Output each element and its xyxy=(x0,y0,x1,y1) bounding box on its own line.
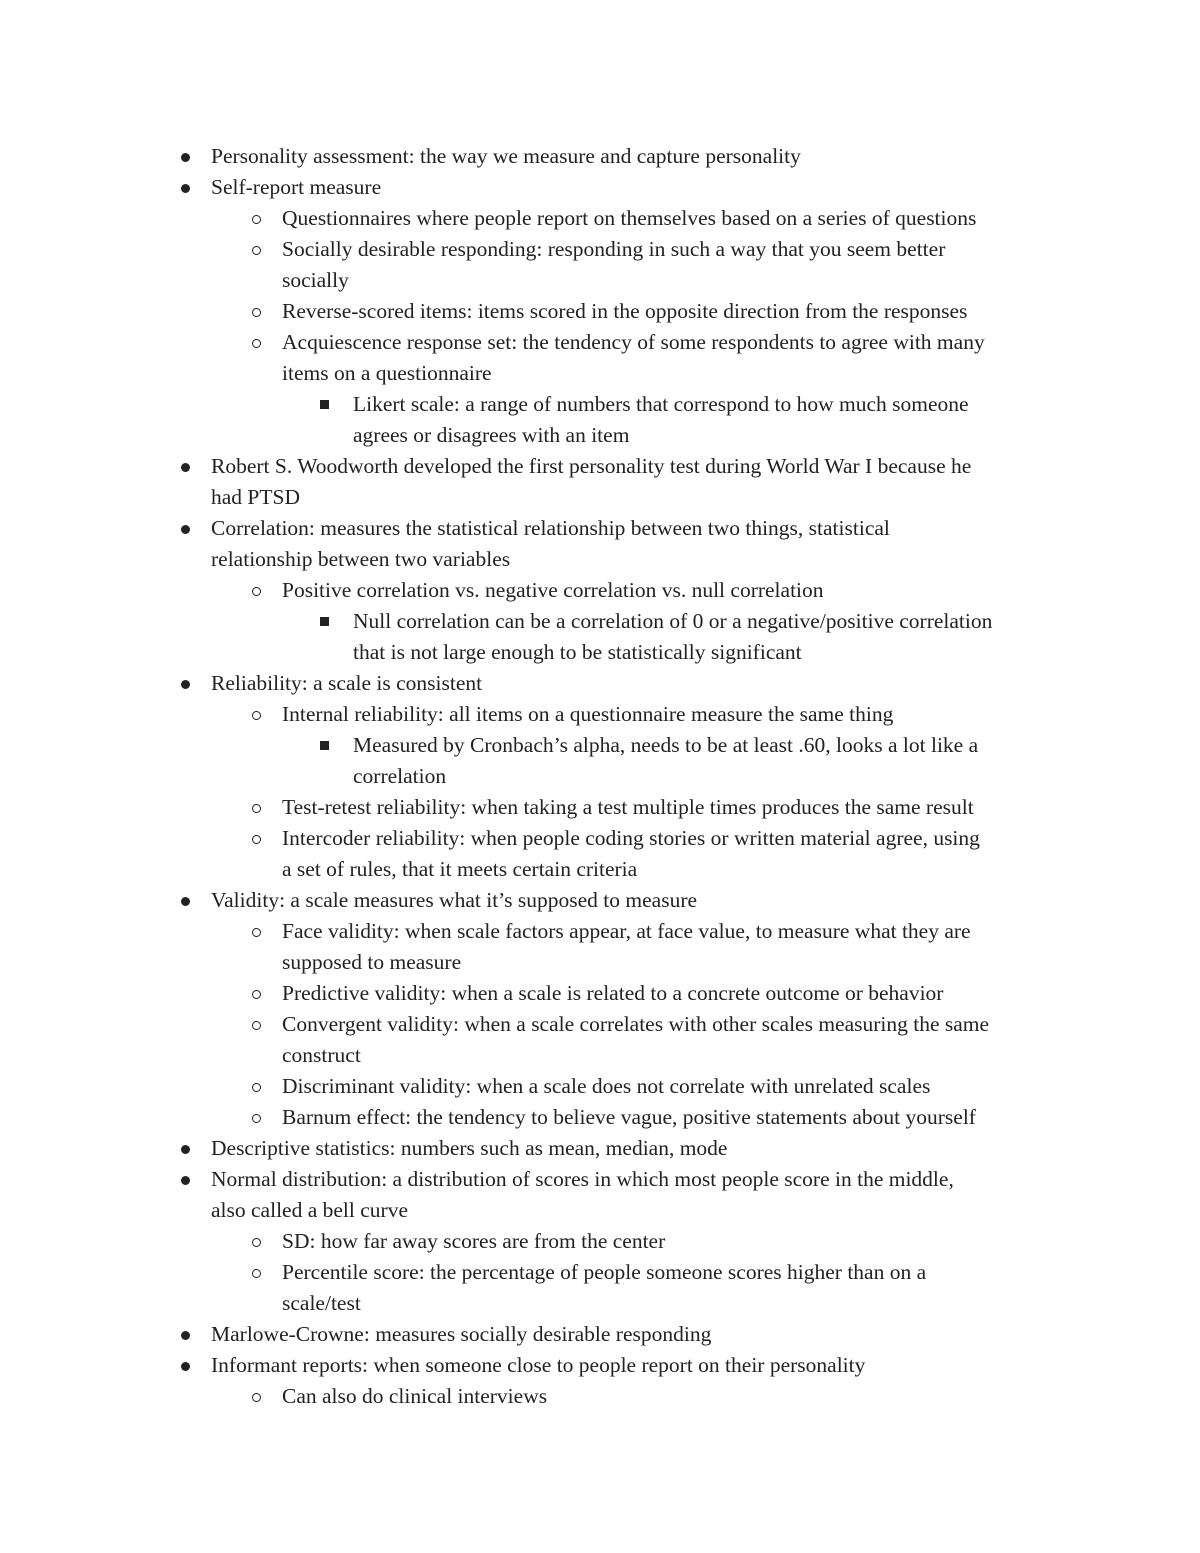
list-item-text: Validity: a scale measures what it’s supposed to measure xyxy=(211,888,698,912)
list-item-text: agrees or disagrees with an item xyxy=(353,423,630,447)
bullet-circle-icon xyxy=(250,1102,264,1133)
bullet-circle-icon xyxy=(250,1009,264,1040)
bullet-circle-icon xyxy=(250,327,264,358)
list-item-text: Can also do clinical interviews xyxy=(282,1384,548,1408)
list-item-line xyxy=(0,978,1200,1009)
bullet-circle-icon xyxy=(250,203,264,234)
list-item-line xyxy=(0,1009,1200,1040)
list-item-text: SD: how far away scores are from the center xyxy=(282,1229,666,1253)
list-item-text: Socially desirable responding: responding in such a way that you seem better xyxy=(282,237,946,261)
list-item-line xyxy=(0,1381,1200,1412)
bullet-circle-icon xyxy=(250,792,264,823)
list-item-text: supposed to measure xyxy=(282,950,462,974)
list-item-text: scale/test xyxy=(282,1291,361,1315)
list-item-line xyxy=(0,668,1200,699)
document-body xyxy=(0,141,1200,1412)
list-item-line xyxy=(0,1319,1200,1350)
bullet-circle-icon xyxy=(250,1071,264,1102)
list-item-text: also called a bell curve xyxy=(211,1198,408,1222)
list-item-text: Self-report measure xyxy=(211,175,382,199)
list-item-line xyxy=(0,265,1200,296)
bullet-circle-icon xyxy=(250,234,264,265)
list-item-text: items on a questionnaire xyxy=(282,361,492,385)
bullet-circle-icon xyxy=(250,1257,264,1288)
list-item-text: had PTSD xyxy=(211,485,300,509)
list-item-text: Convergent validity: when a scale correlates with other scales measuring the same xyxy=(282,1012,990,1036)
list-item-text: Discriminant validity: when a scale does not correlate with unrelated scales xyxy=(282,1074,931,1098)
list-item-line xyxy=(0,513,1200,544)
bullet-disc-icon xyxy=(179,885,193,916)
list-item-line xyxy=(0,947,1200,978)
list-item-line xyxy=(0,234,1200,265)
list-item-line xyxy=(0,451,1200,482)
bullet-disc-icon xyxy=(179,1133,193,1164)
bullet-disc-icon xyxy=(179,141,193,172)
list-item-text: Intercoder reliability: when people coding stories or written material agree, using xyxy=(282,826,980,850)
list-item-text: Robert S. Woodworth developed the first personality test during World War I because he xyxy=(211,454,972,478)
list-item-line xyxy=(0,544,1200,575)
bullet-disc-icon xyxy=(179,451,193,482)
bullet-square-icon xyxy=(318,389,332,420)
list-item-text: Questionnaires where people report on themselves based on a series of questions xyxy=(282,206,977,230)
list-item-line xyxy=(0,1226,1200,1257)
list-item-text: Normal distribution: a distribution of scores in which most people score in the middle, xyxy=(211,1167,954,1191)
bullet-disc-icon xyxy=(179,1350,193,1381)
list-item-line xyxy=(0,296,1200,327)
list-item-line xyxy=(0,1195,1200,1226)
list-item-text: relationship between two variables xyxy=(211,547,511,571)
list-item-line xyxy=(0,420,1200,451)
bullet-disc-icon xyxy=(179,1164,193,1195)
list-item-text: Informant reports: when someone close to people report on their personality xyxy=(211,1353,866,1377)
list-item-text: Reliability: a scale is consistent xyxy=(211,671,483,695)
list-item-line xyxy=(0,606,1200,637)
list-item-text: Correlation: measures the statistical relationship between two things, statistical xyxy=(211,516,890,540)
list-item-line xyxy=(0,699,1200,730)
list-item-line xyxy=(0,761,1200,792)
list-item-text: Null correlation can be a correlation of 0 or a negative/positive correlation xyxy=(353,609,993,633)
list-item-line xyxy=(0,823,1200,854)
list-item-text: correlation xyxy=(353,764,447,788)
bullet-circle-icon xyxy=(250,699,264,730)
list-item-text: construct xyxy=(282,1043,361,1067)
list-item-text: Positive correlation vs. negative correlation vs. null correlation xyxy=(282,578,824,602)
list-item-line xyxy=(0,730,1200,761)
list-item-text: that is not large enough to be statistically significant xyxy=(353,640,802,664)
list-item-line xyxy=(0,792,1200,823)
list-item-text: Likert scale: a range of numbers that correspond to how much someone xyxy=(353,392,969,416)
list-item-text: Percentile score: the percentage of people someone scores higher than on a xyxy=(282,1260,927,1284)
list-item-text: Personality assessment: the way we measure and capture personality xyxy=(211,144,801,168)
list-item-text: Marlowe-Crowne: measures socially desirable responding xyxy=(211,1322,712,1346)
list-item-line xyxy=(0,637,1200,668)
list-item-line xyxy=(0,141,1200,172)
bullet-square-icon xyxy=(318,730,332,761)
list-item-line xyxy=(0,1257,1200,1288)
list-item-line xyxy=(0,885,1200,916)
list-item-text: Acquiescence response set: the tendency of some respondents to agree with many xyxy=(282,330,985,354)
list-item-line xyxy=(0,1133,1200,1164)
list-item-line xyxy=(0,203,1200,234)
list-item-line xyxy=(0,482,1200,513)
list-item-text: Reverse-scored items: items scored in the opposite direction from the responses xyxy=(282,299,968,323)
list-item-line xyxy=(0,1288,1200,1319)
list-item-line xyxy=(0,575,1200,606)
list-item-line xyxy=(0,1164,1200,1195)
bullet-circle-icon xyxy=(250,823,264,854)
bullet-disc-icon xyxy=(179,1319,193,1350)
list-item-text: Measured by Cronbach’s alpha, needs to be at least .60, looks a lot like a xyxy=(353,733,979,757)
list-item-line xyxy=(0,1071,1200,1102)
list-item-text: Face validity: when scale factors appear, at face value, to measure what they are xyxy=(282,919,971,943)
list-item-line xyxy=(0,1350,1200,1381)
bullet-circle-icon xyxy=(250,575,264,606)
bullet-square-icon xyxy=(318,606,332,637)
list-item-line xyxy=(0,358,1200,389)
list-item-text: socially xyxy=(282,268,349,292)
list-item-line xyxy=(0,854,1200,885)
bullet-circle-icon xyxy=(250,1381,264,1412)
bullet-disc-icon xyxy=(179,513,193,544)
list-item-text: Barnum effect: the tendency to believe vague, positive statements about yourself xyxy=(282,1105,976,1129)
list-item-line xyxy=(0,389,1200,420)
list-item-text: Internal reliability: all items on a questionnaire measure the same thing xyxy=(282,702,894,726)
list-item-line xyxy=(0,172,1200,203)
list-item-text: a set of rules, that it meets certain criteria xyxy=(282,857,638,881)
list-item-line xyxy=(0,1040,1200,1071)
bullet-circle-icon xyxy=(250,916,264,947)
bullet-circle-icon xyxy=(250,978,264,1009)
list-item-text: Descriptive statistics: numbers such as mean, median, mode xyxy=(211,1136,728,1160)
bullet-circle-icon xyxy=(250,1226,264,1257)
list-item-text: Test-retest reliability: when taking a test multiple times produces the same result xyxy=(282,795,974,819)
list-item-line xyxy=(0,327,1200,358)
bullet-disc-icon xyxy=(179,172,193,203)
bullet-circle-icon xyxy=(250,296,264,327)
bullet-disc-icon xyxy=(179,668,193,699)
list-item-line xyxy=(0,1102,1200,1133)
list-item-text: Predictive validity: when a scale is related to a concrete outcome or behavior xyxy=(282,981,944,1005)
list-item-line xyxy=(0,916,1200,947)
